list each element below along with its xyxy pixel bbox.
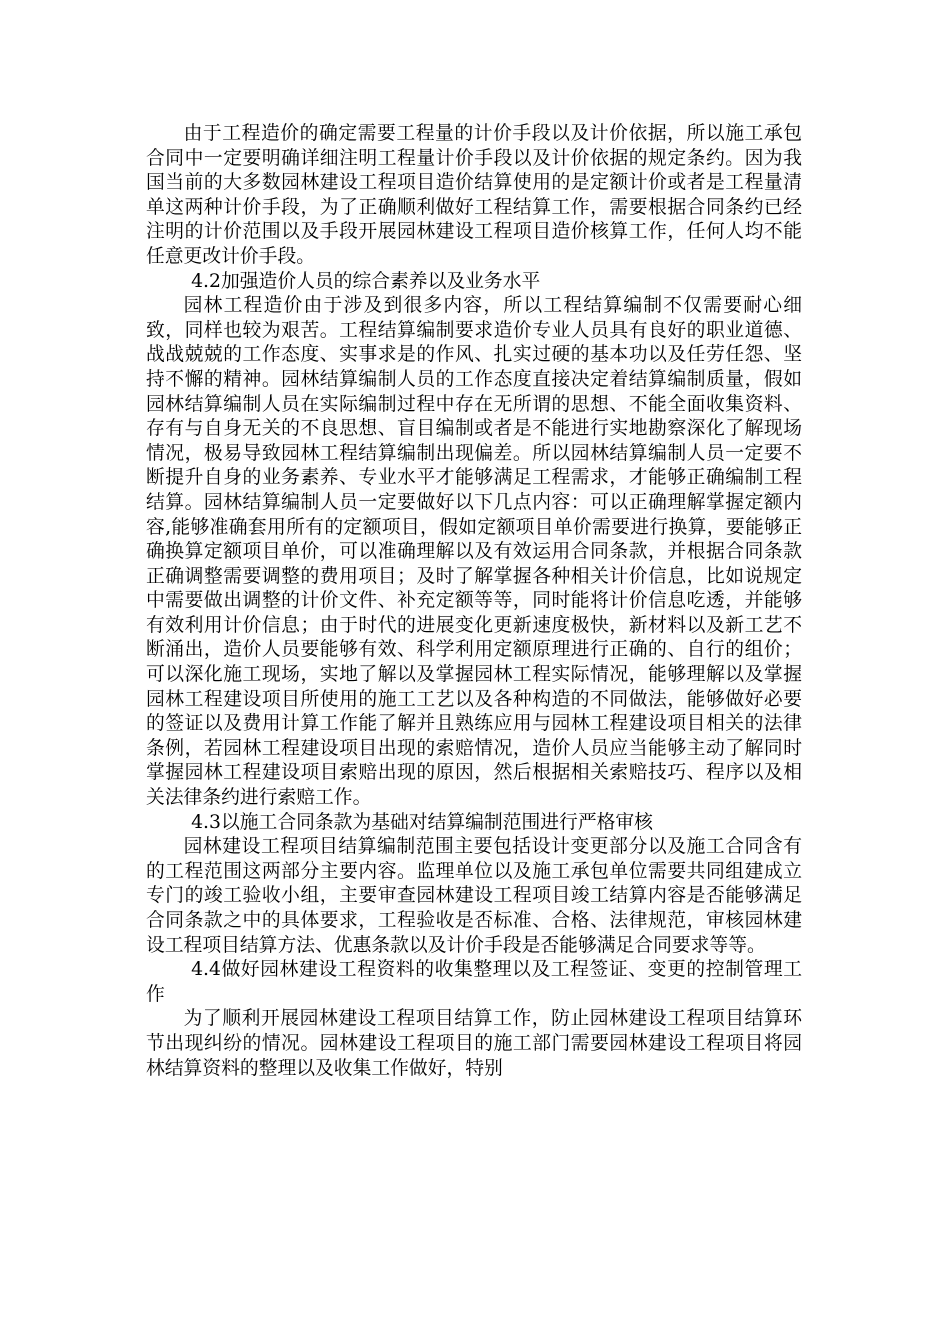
paragraph-scope-review: 园林建设工程项目结算编制范围主要包括设计变更部分以及施工合同含有的工程范围这两部分主要内容。监理单位以及施工承包单位需要共同组建成立专门的竣工验收小组，主要审查园林建设工程项目竣工结算内容是否能够满足合同条款之中的具体要求，工程验收是否标准、合格、法律规范，审核园林建设工程项目结算方法、优惠条款以及计价手段是否能够满足合同要求等等。 [146, 836, 802, 956]
paragraph-pricing-methods: 由于工程造价的确定需要工程量的计价手段以及计价依据，所以施工承包合同中一定要明确详细注明工程量计价手段以及计价依据的规定条约。因为我国当前的大多数园林建设工程项目造价结算使用的是定额计价或者是工程量清单这两种计价手段，为了正确顺利做好工程结算工作，需要根据合同条约已经注明的计价范围以及手段开展园林建设工程项目造价核算工作，任何人均不能任意更改计价手段。 [146, 123, 802, 267]
paragraph-cost-staff-quality: 园林工程造价由于涉及到很多内容，所以工程结算编制不仅需要耐心细致，同样也较为艰苦。工程结算编制要求造价专业人员具有良好的职业道德、战战兢兢的工作态度、实事求是的作风、扎实过硬的基本功以及任劳任怨、坚持不懈的精神。园林结算编制人员的工作态度直接决定着结算编制质量，假如园林结算编制人员在实际编制过程中存在无所谓的思想、不能全面收集资料、存有与自身无关的不良思想、盲目编制或者是不能进行实地勘察深化了解现场情况，极易导致园林工程结算编制出现偏差。所以园林结算编制人员一定要不断提升自身的业务素养、专业水平才能够满足工程需求，才能够正确编制工程结算。园林结算编制人员一定要做好以下几点内容：可以正确理解掌握定额内容,能够准确套用所有的定额项目，假如定额项目单价需要进行换算，要能够正确换算定额项目单价，可以准确理解以及有效运用合同条款，并根据合同条款正确调整需要调整的费用项目；及时了解掌握各种相关计价信息，比如说规定中需要做出调整的计价文件、补充定额等等，同时能将计价信息吃透，并能够有效利用计价信息；由于时代的进展变化更新速度极快，新材料以及新工艺不断涌出，造价人员要能够有效、科学利用定额原理进行正确的、自行的组价；可以深化施工现场，实地了解以及掌握园林工程实际情况，能够理解以及掌握园林工程建设项目所使用的施工工艺以及各种构造的不同做法，能够做好必要的签证以及费用计算工作能了解并且熟练应用与园林工程建设项目相关的法律条例，若园林工程建设项目出现的索赔情况，造价人员应当能够主动了解同时掌握园林工程建设项目索赔出现的原因，然后根据相关索赔技巧、程序以及相关法律条约进行索赔工作。 [146, 295, 802, 809]
section-heading-4-3: 4.3以施工合同条款为基础对结算编制范围进行严格审核 [191, 811, 653, 833]
document-body [146, 122, 802, 1081]
paragraph-data-collection: 为了顺利开展园林建设工程项目结算工作，防止园林建设工程项目结算环节出现纠纷的情况。园林建设工程项目的施工部门需要园林建设工程项目将园林结算资料的整理以及收集工作做好，特别 [146, 1008, 802, 1079]
section-heading-4-2: 4.2加强造价人员的综合素养以及业务水平 [191, 270, 541, 292]
section-heading-4-4: 4.4做好园林建设工程资料的收集整理以及工程签证、变更的控制管理工作 [146, 959, 802, 1005]
